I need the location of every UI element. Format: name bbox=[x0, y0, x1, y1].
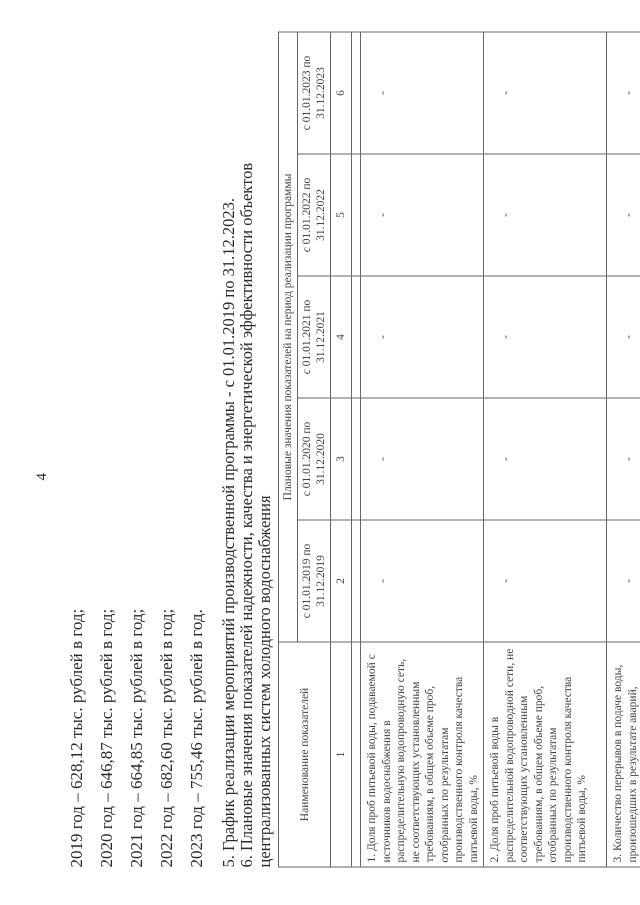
budget-lines bbox=[62, 367, 212, 867]
budget-line-2019: 2019 год – 628,12 тыс. рублей в год; bbox=[67, 608, 86, 867]
header-period-2021: с 01.01.2021 по 31.12.2021 bbox=[298, 276, 331, 398]
header-period-2019: с 01.01.2019 по 31.12.2019 bbox=[298, 520, 331, 642]
section-text bbox=[220, 27, 274, 867]
indicator-value: - bbox=[607, 32, 640, 154]
table-row bbox=[361, 32, 484, 867]
budget-line-2023: 2023 год – 755,46 тыс. рублей в год. bbox=[187, 608, 206, 867]
column-number: 3 bbox=[331, 398, 352, 520]
header-period-2022: с 01.01.2022 по 31.12.2022 bbox=[298, 154, 331, 276]
indicator-value: - bbox=[607, 520, 640, 642]
header-planned-values: Плановые значения показателей на период реализации программы bbox=[279, 32, 298, 642]
page-number: 4 bbox=[34, 472, 50, 480]
budget-line-2022: 2022 год – 682,60 тыс. рублей в год; bbox=[157, 608, 176, 867]
table-row bbox=[484, 32, 607, 867]
budget-line-2020: 2020 год – 646,87 тыс. рублей в год; bbox=[97, 608, 116, 867]
indicator-value: - bbox=[484, 154, 607, 276]
indicator-name: 1. Доля проб питьевой воды, подаваемой с источников водоснабжения в распределительную водопроводную сеть, не соответствующих установленным требованиям, в общем объеме проб, отобранных по результатам производственного контроля качества питьевой воды, % bbox=[361, 642, 484, 867]
header-indicator-name: Наименование показателей bbox=[279, 642, 331, 867]
indicator-value: - bbox=[484, 520, 607, 642]
section-6-line-2: централизованных систем холодного водоснабжения bbox=[255, 494, 274, 867]
table-row bbox=[607, 32, 640, 867]
column-number-row bbox=[331, 32, 352, 867]
indicators-table bbox=[278, 31, 640, 867]
indicator-name: 2. Доля проб питьевой воды в распределительной водопроводной сети, не соответствующих установленным требованиям, в общем объеме проб, отобранных по результатам производственного контроля качества питьевой воды, % bbox=[484, 642, 607, 867]
section-5-text: 5. График реализации мероприятий производственной программы - с 01.01.2019 по 31.12.2023. bbox=[219, 197, 238, 867]
header-period-2020: с 01.01.2020 по 31.12.2020 bbox=[298, 398, 331, 520]
indicator-value: - bbox=[607, 398, 640, 520]
indicator-value: - bbox=[361, 398, 484, 520]
column-number: 5 bbox=[331, 154, 352, 276]
column-number: 4 bbox=[331, 276, 352, 398]
indicator-value: - bbox=[361, 154, 484, 276]
indicator-value: - bbox=[484, 32, 607, 154]
indicator-value: - bbox=[484, 398, 607, 520]
spacer-row bbox=[352, 32, 361, 867]
indicator-value: - bbox=[607, 154, 640, 276]
section-6-line-1: 6. Плановые значения показателей надежности, качества и энергетической эффективности объектов bbox=[237, 162, 256, 867]
header-period-2023: с 01.01.2023 по 31.12.2023 bbox=[298, 32, 331, 154]
budget-line-2021: 2021 год – 664,85 тыс. рублей в год; bbox=[127, 608, 146, 867]
table-header-row bbox=[279, 32, 298, 867]
indicator-value: - bbox=[484, 276, 607, 398]
indicator-name: 3. Количество перерывов в подаче воды, произошедших в результате аварий, bbox=[607, 642, 640, 867]
indicator-value: - bbox=[361, 520, 484, 642]
indicator-value: - bbox=[361, 276, 484, 398]
indicator-value: - bbox=[607, 276, 640, 398]
column-number: 1 bbox=[331, 642, 352, 867]
indicator-value: - bbox=[361, 32, 484, 154]
column-number: 6 bbox=[331, 32, 352, 154]
column-number: 2 bbox=[331, 520, 352, 642]
